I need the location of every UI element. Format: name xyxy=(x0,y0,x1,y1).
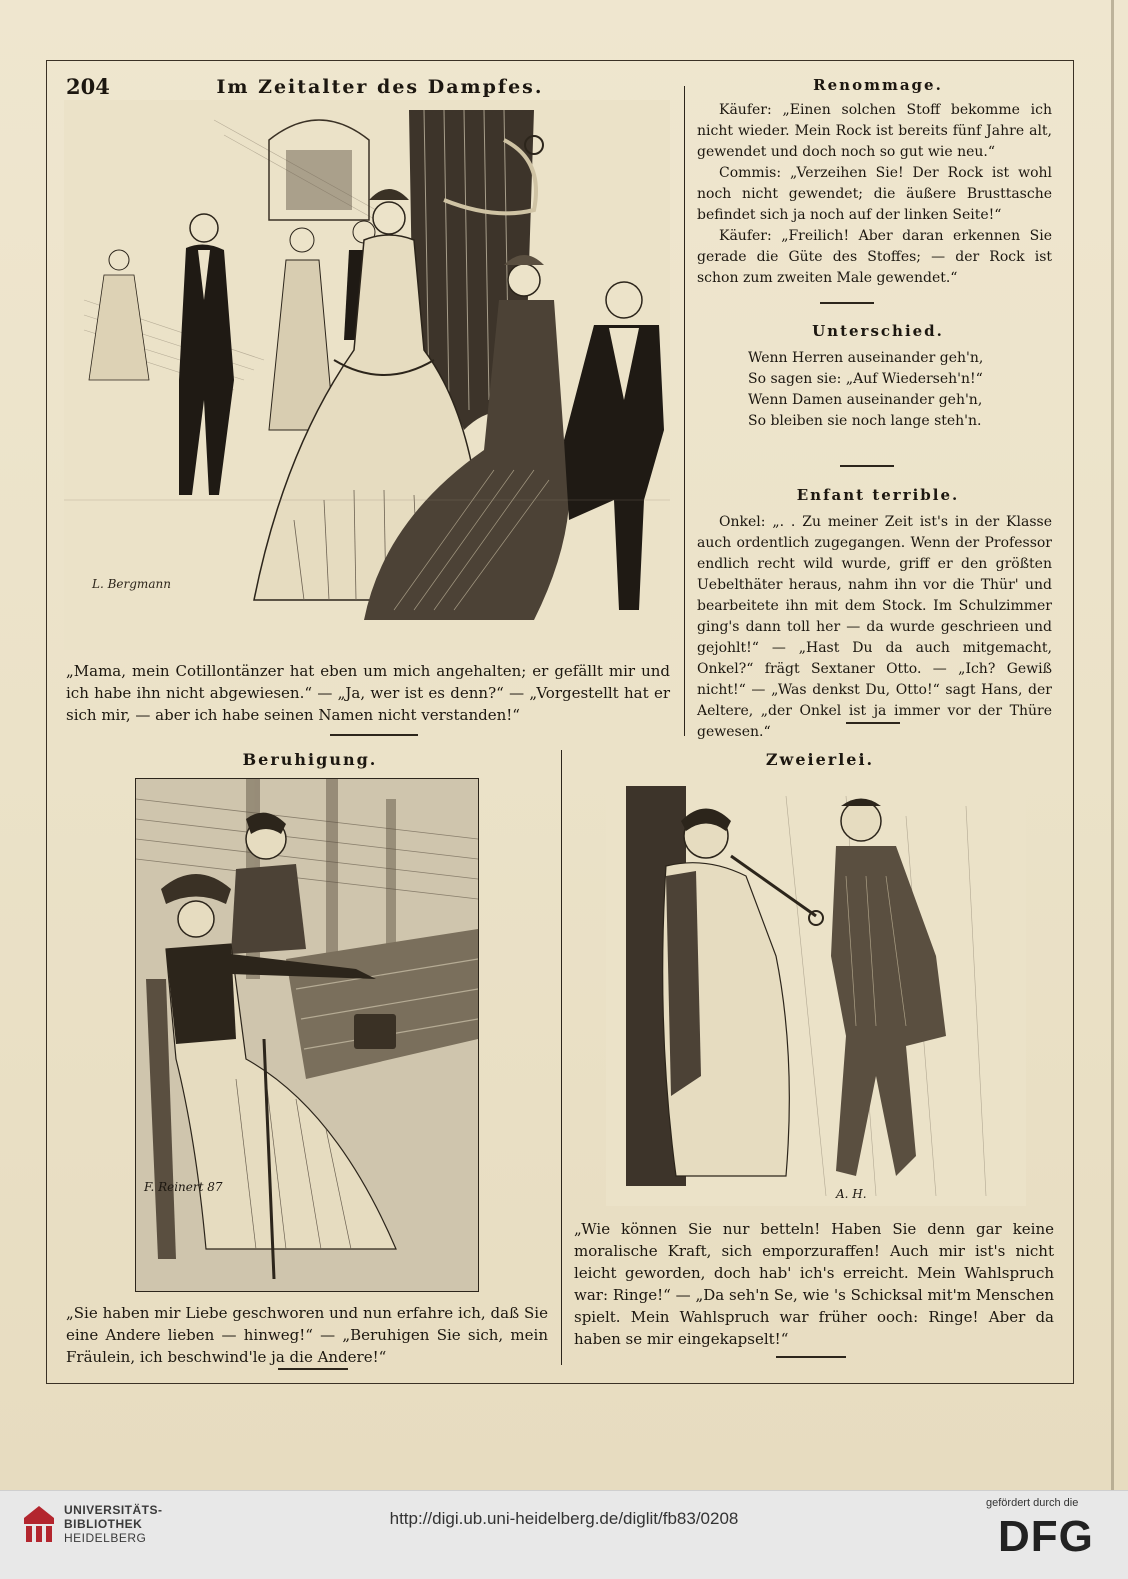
title-zweierlei: Zweierlei. xyxy=(765,750,875,769)
poem-line-2: So sagen sie: „Auf Wiederseh'n!“ xyxy=(748,371,983,387)
library-name-line-3: HEIDELBERG xyxy=(64,1531,147,1545)
divider-rule-6 xyxy=(776,1356,846,1358)
renommage-paragraph-3: Käufer: „Freilich! Aber daran erkennen Sie gerade die Güte des Stoffes; — der Rock ist schon zum zweiten Male gewendet.“ xyxy=(697,228,1052,286)
poem-unterschied xyxy=(748,348,1048,432)
column-divider-top xyxy=(684,86,685,736)
title-unterschied: Unterschied. xyxy=(812,322,944,340)
page-edge xyxy=(1111,0,1114,1490)
caption-zweierlei: „Wie können Sie nur betteln! Haben Sie denn gar keine moralische Kraft, sich emporzuraffen! Auch mir ist's nicht leicht geworden, doch hab' ich's erreicht. Mein Wahlspruch war: Ringe!“ — „Da seh'n Se, wie 's Schicksal mit'm Menschen spielt. Mein Wahlspruch war früher ooch: Ringe! Aber da haben se mir eingekapselt!“ xyxy=(574,1220,1054,1348)
title-enfant: Enfant terrible. xyxy=(796,486,960,504)
beruhigung-drawing xyxy=(136,779,478,1291)
divider-rule-4 xyxy=(330,734,418,736)
caption-dampf: „Mama, mein Cotillontänzer hat eben um mich angehalten; er gefällt mir und ich habe ihn nicht abgewiesen.“ — „Ja, wer ist es denn?“ — „Vorgestellt hat er sich mir, — aber ich habe seinen Namen nicht verstanden!“ xyxy=(66,662,670,724)
zweierlei-drawing xyxy=(606,776,1026,1206)
renommage-paragraph-2: Commis: „Verzeihen Sie! Der Rock ist wohl noch nicht gewendet; die äußere Brusttasche befindet sich ja noch auf der linken Seite!“ xyxy=(697,165,1052,223)
poem-line-1: Wenn Herren auseinander geh'n, xyxy=(748,350,984,366)
sponsor-text: gefördert durch die xyxy=(986,1497,1079,1509)
divider-rule-5 xyxy=(278,1368,348,1370)
illustration-beruhigung xyxy=(135,778,479,1292)
ballroom-drawing xyxy=(64,100,670,650)
poem-line-3: Wenn Damen auseinander geh'n, xyxy=(748,392,983,408)
footer-bar xyxy=(0,1490,1128,1579)
divider-rule-2 xyxy=(840,465,894,467)
source-url-link[interactable]: http://digi.ub.uni-heidelberg.de/diglit/fb83/0208 xyxy=(389,1509,739,1528)
signature-zweierlei: A. H. xyxy=(836,1187,867,1201)
page-number: 204 xyxy=(66,74,110,99)
signature-beruhigung: F. Reinert 87 xyxy=(144,1180,223,1194)
renommage-paragraph-1: Käufer: „Einen solchen Stoff bekomme ich nicht wieder. Mein Rock ist bereits fünf Jahre alt, gewendet und doch noch so gut wie neu.“ xyxy=(697,102,1052,160)
illustration-ballroom xyxy=(64,100,670,650)
text-enfant xyxy=(697,512,1052,743)
caption-beruhigung: „Sie haben mir Liebe geschworen und nun erfahre ich, daß Sie eine Andere lieben — hinweg!“ — „Beruhigen Sie sich, mein Fräulein, ich beschwind'le ja die Andere!“ xyxy=(66,1304,548,1366)
title-dampf: Im Zeitalter des Dampfes. xyxy=(216,76,544,98)
dfg-logo[interactable]: DFG xyxy=(998,1512,1094,1561)
poem-line-4: So bleiben sie noch lange steh'n. xyxy=(748,413,982,429)
text-renommage xyxy=(697,100,1052,289)
column-divider-bottom xyxy=(561,750,562,1365)
divider-rule-1 xyxy=(820,302,874,304)
title-renommage: Renommage. xyxy=(813,76,943,94)
title-beruhigung: Beruhigung. xyxy=(242,750,378,769)
library-name-line-1: UNIVERSITÄTS- xyxy=(64,1503,163,1517)
enfant-paragraph: Onkel: „. . Zu meiner Zeit ist's in der Klasse auch ordentlich zugegangen. Wenn der Professor endlich recht wild wurde, griff er den größten Uebelthäter heraus, nahm ihn vor die Thür' und bearbeitete ihn mit dem Stock. Im Schulzimmer ging's dann toll her — da wurde geschrieen und gejohlt!“ — „Hast Du da auch mitgemacht, Onkel?“ frägt Sextaner Otto. — „Ich? Gewiß nicht!“ — „Was denkst Du, Otto!“ sagt Hans, der Aeltere, „der Onkel ist ja immer vor der Thüre gewesen.“ xyxy=(697,514,1052,740)
signature-dampf: L. Bergmann xyxy=(92,577,171,591)
illustration-zweierlei xyxy=(606,776,1026,1206)
library-name-line-2: BIBLIOTHEK xyxy=(64,1517,143,1531)
